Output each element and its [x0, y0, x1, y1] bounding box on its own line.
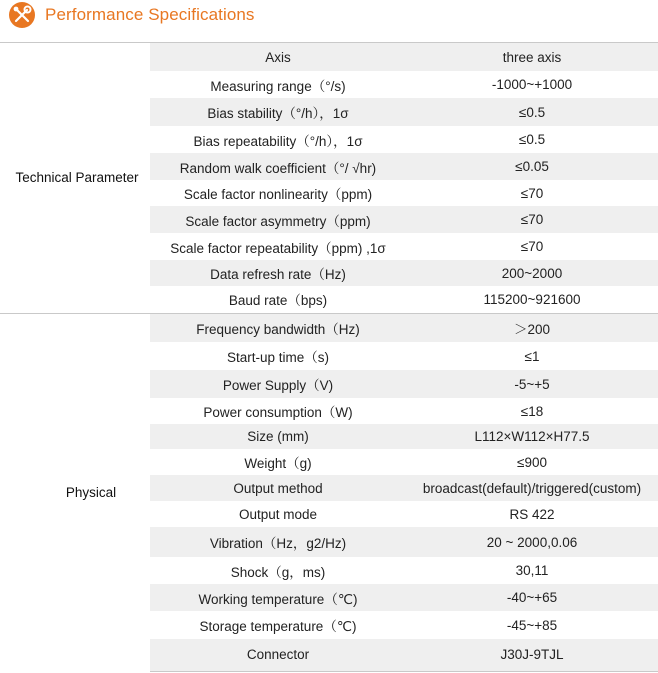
param-cell: Data refresh rate（Hz) — [150, 260, 406, 286]
param-cell: Frequency bandwidth（Hz) — [150, 313, 406, 342]
value-cell: ＞200 — [406, 313, 658, 342]
param-cell: Vibration（Hz，g2/Hz) — [150, 527, 406, 557]
value-cell: 20 ~ 2000,0.06 — [406, 527, 658, 557]
value-cell: 115200~921600 — [483, 291, 581, 307]
param-cell: Power Supply（V) — [150, 370, 406, 398]
value-cell: 200~2000 — [406, 260, 658, 286]
group-label-technical: Technical Parameter — [0, 43, 150, 313]
value-cell: ≤1 — [524, 348, 540, 364]
param-cell: Bias stability（°/h），1σ — [150, 98, 406, 126]
value-cell: 30,11 — [515, 563, 549, 578]
param-cell: Scale factor nonlinearity（ppm) — [183, 187, 373, 202]
value-cell: -5~+5 — [406, 370, 658, 398]
param-cell: Measuring range（°/s) — [210, 78, 346, 94]
value-cell: ≤0.5 — [518, 132, 546, 147]
table-row — [0, 313, 658, 342]
value-cell: ≤70 — [520, 239, 544, 254]
spec-table — [0, 43, 658, 672]
param-cell: Output mode — [238, 506, 318, 522]
param-cell: Axis — [150, 43, 406, 71]
table-row — [0, 43, 658, 71]
value-cell: -45~+85 — [506, 617, 558, 633]
param-cell: Baud rate（bps) — [228, 293, 328, 309]
param-cell: Storage temperature（℃) — [199, 619, 357, 634]
param-cell: Size (mm) — [150, 424, 406, 449]
group-label-physical: Physical — [0, 313, 150, 671]
value-cell: L112×W112×H77.5 — [406, 424, 658, 449]
value-cell: -1000~+1000 — [491, 77, 573, 92]
param-cell: Scale factor repeatability（ppm) ,1σ — [170, 240, 386, 256]
param-cell: Shock（g，ms) — [230, 564, 326, 580]
value-cell: ≤70 — [520, 185, 544, 201]
value-cell: ≤0.5 — [406, 98, 658, 126]
param-cell: Power consumption（W) — [203, 405, 353, 420]
param-cell: Connector — [150, 639, 406, 671]
value-cell: ≤0.05 — [406, 153, 658, 180]
value-cell: ≤70 — [406, 206, 658, 233]
page-title: Performance Specifications — [45, 5, 255, 24]
param-cell: Weight（g) — [244, 456, 312, 471]
value-cell: RS 422 — [509, 506, 555, 522]
value-cell: ≤900 — [517, 454, 547, 470]
param-cell: Scale factor asymmetry（ppm) — [150, 206, 406, 233]
value-cell: J30J-9TJL — [406, 639, 658, 671]
value-cell: -40~+65 — [406, 584, 658, 611]
param-cell: Start-up time（s) — [226, 350, 330, 365]
value-cell: broadcast(default)/triggered(custom) — [406, 475, 658, 501]
value-cell: ≤18 — [520, 403, 544, 419]
section-header — [8, 0, 255, 30]
param-cell: Working temperature（℃) — [150, 584, 406, 611]
param-cell: Output method — [150, 475, 406, 501]
wrench-gear-icon — [8, 1, 36, 29]
param-cell: Bias repeatability（°/h），1σ — [193, 133, 363, 149]
param-cell: Random walk coefficient（°/ √hr) — [150, 153, 406, 180]
value-cell: three axis — [406, 43, 658, 71]
